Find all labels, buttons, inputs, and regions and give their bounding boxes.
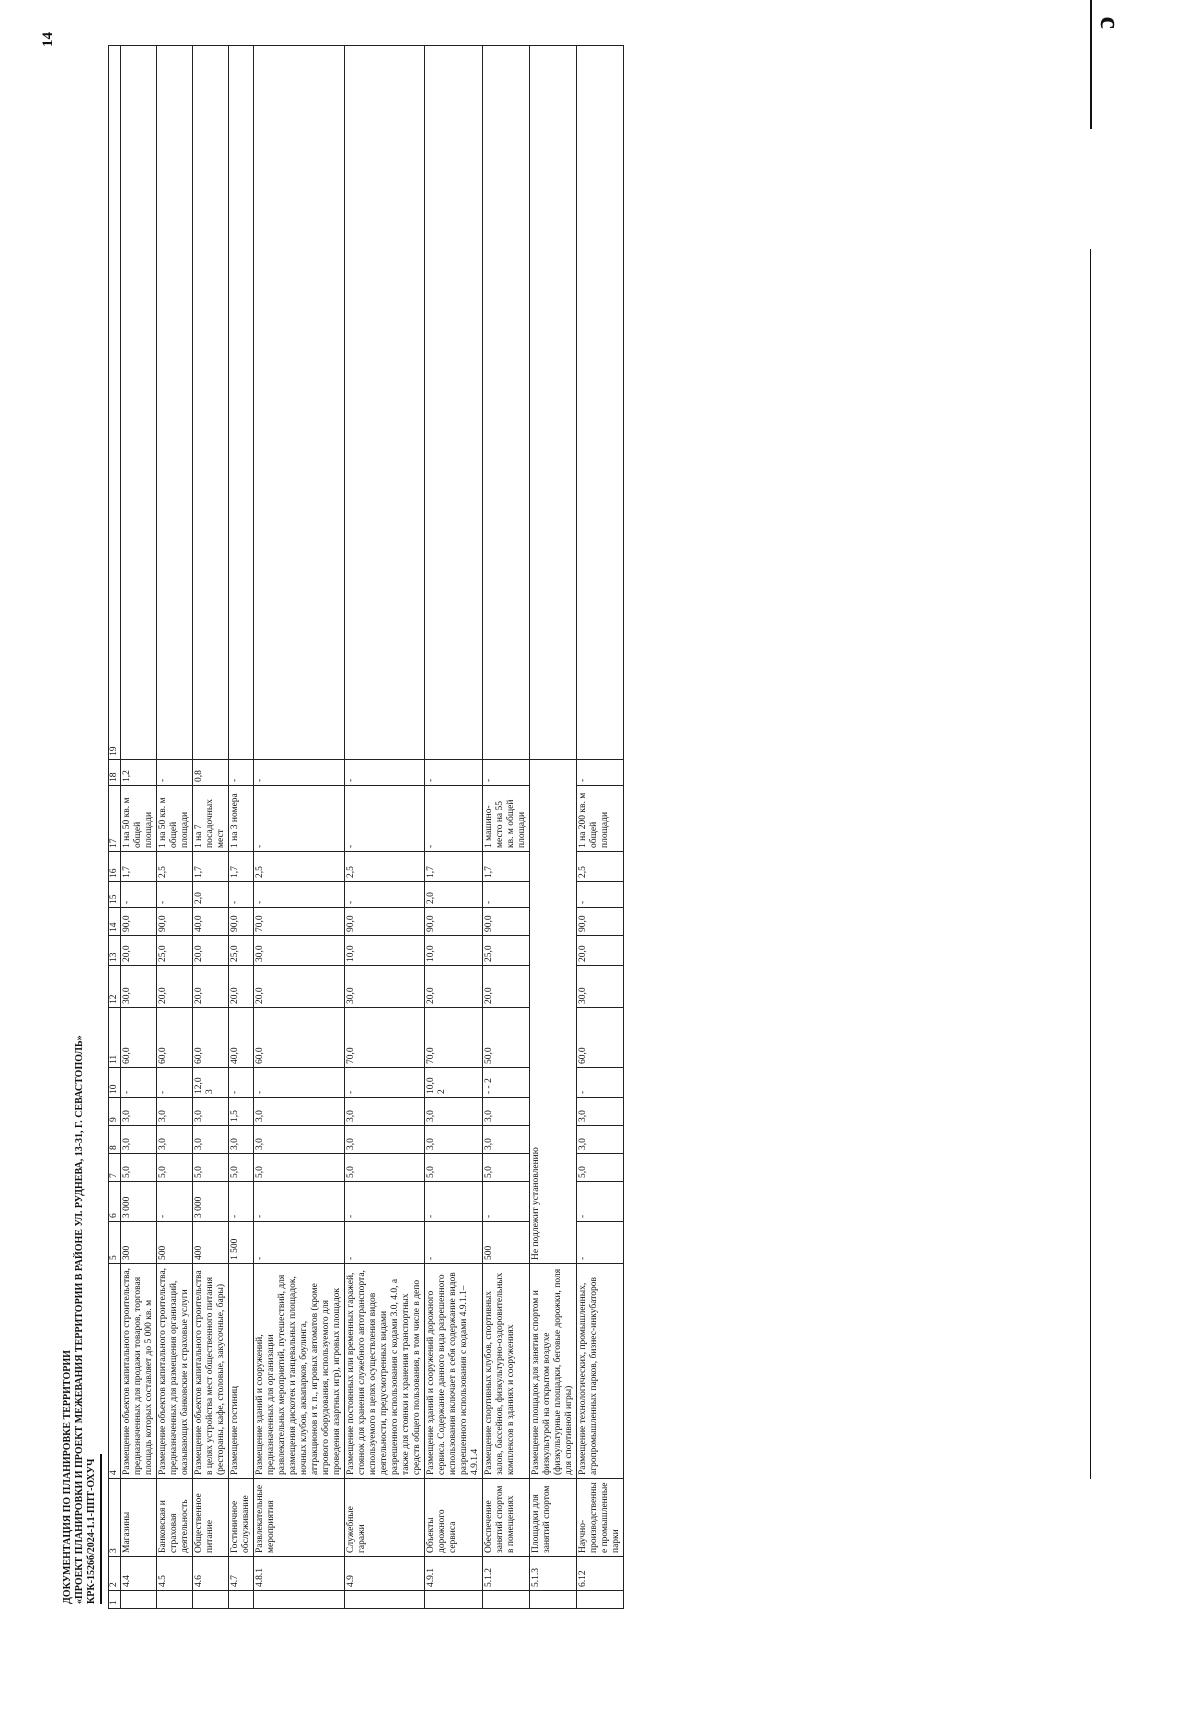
value-cell-col-10: 10,0 2 <box>425 1068 483 1098</box>
value-cell-col-9: 3,0 <box>254 1098 345 1126</box>
value-cell-col-6: - <box>345 1182 425 1222</box>
column-number-header: 18 <box>109 760 121 786</box>
value-cell-col-10: - <box>121 1068 157 1098</box>
value-cell-col-10: - <box>345 1068 425 1098</box>
value-cell-col-15: - <box>157 882 193 908</box>
regulations-table <box>108 45 624 1609</box>
column-number-header: 19 <box>109 46 121 760</box>
header-line-3: КРК-1526б/2024-1.1-ППТ-ОХУЧ <box>86 1458 97 1604</box>
value-cell-col-19 <box>193 46 229 760</box>
value-cell-col-7: 5,0 <box>121 1154 157 1182</box>
value-cell-col-13: 20,0 <box>193 936 229 966</box>
use-description-cell: Размещение зданий и сооружений, предназначенных для организации развлекательных мероприятий, путешествий, для размещения дискотек и танцевальных площадок, ночных клубов, аквапарков, боулинга, аттракционов и т. п., игровых автоматов (кроме игрового оборудования, используемого для проведения азартных игр), игровых площадок <box>254 1264 345 1479</box>
use-name-cell: Магазины <box>121 1479 157 1557</box>
value-cell-col-16: 1,7 <box>121 852 157 882</box>
value-cell-col-12: 30,0 <box>345 966 425 1008</box>
value-cell-col-18: - <box>577 760 624 786</box>
header-line-1: ДОКУМЕНТАЦИЯ ПО ПЛАНИРОВКЕ ТЕРРИТОРИИ <box>62 1350 73 1604</box>
value-cell-col-19 <box>425 46 483 760</box>
value-cell-col-17: 1 на 3 номера <box>229 786 254 852</box>
table-row <box>157 46 193 1609</box>
value-cell-col-13: 25,0 <box>483 936 530 966</box>
value-cell-col-15: - <box>254 882 345 908</box>
value-cell-col-7: 5,0 <box>254 1154 345 1182</box>
value-cell-col-12: 20,0 <box>483 966 530 1008</box>
value-cell-col-5: - <box>345 1222 425 1264</box>
value-cell-col-8: 3,0 <box>483 1126 530 1154</box>
column-number-header: 12 <box>109 966 121 1008</box>
scan-artifact-glyph: ɔ <box>1090 16 1121 29</box>
use-name-cell: Банковская и страховая деятельность <box>157 1479 193 1557</box>
row-index-cell <box>530 1591 577 1609</box>
column-number-header: 15 <box>109 882 121 908</box>
value-cell-col-14: 70,0 <box>254 908 345 936</box>
value-cell-col-8: 3,0 <box>577 1126 624 1154</box>
value-cell-col-13: 25,0 <box>157 936 193 966</box>
code-cell: 4.8.1 <box>254 1557 345 1591</box>
value-cell-col-18: - <box>483 760 530 786</box>
bottom-rule <box>1090 249 1091 1479</box>
value-cell-col-14: 40,0 <box>193 908 229 936</box>
value-cell-col-6: - <box>157 1182 193 1222</box>
value-cell-col-18: 0,8 <box>193 760 229 786</box>
column-number-header: 10 <box>109 1068 121 1098</box>
header-line-2: «ПРОЕКТ ПЛАНИРОВКИ И ПРОЕКТ МЕЖЕВАНИЯ ТЕРРИТОРИИ В РАЙОНЕ УЛ. РУДНЕВА, 13-31, Г. СЕВАСТОПОЛЬ» <box>74 1035 85 1604</box>
code-cell: 4.5 <box>157 1557 193 1591</box>
value-cell-col-8: 3,0 <box>254 1126 345 1154</box>
value-cell-col-15: - <box>345 882 425 908</box>
value-cell-col-5: - <box>254 1222 345 1264</box>
value-cell-col-19 <box>254 46 345 760</box>
value-cell-col-19 <box>577 46 624 760</box>
value-cell-col-15: - <box>483 882 530 908</box>
value-cell-col-11: 50,0 <box>483 1008 530 1068</box>
value-cell-col-19 <box>345 46 425 760</box>
row-index-cell <box>121 1591 157 1609</box>
table-row <box>345 46 425 1609</box>
value-cell-col-13: 30,0 <box>254 936 345 966</box>
not-established-cell: Не подлежит установлению <box>530 760 577 1264</box>
value-cell-col-17: - <box>345 786 425 852</box>
value-cell-col-17: - <box>254 786 345 852</box>
column-number-header: 6 <box>109 1182 121 1222</box>
value-cell-col-16: 2,5 <box>577 852 624 882</box>
row-index-cell <box>345 1591 425 1609</box>
value-cell-col-12: 20,0 <box>193 966 229 1008</box>
value-cell-col-14: 90,0 <box>345 908 425 936</box>
use-name-cell: Общественное питание <box>193 1479 229 1557</box>
table-row <box>530 46 577 1609</box>
use-description-cell: Размещение площадок для занятия спортом и физкультурой на открытом воздухе (физкультурные площадки, беговые дорожки, поля для спортивной игры) <box>530 1264 577 1479</box>
value-cell-col-7: 5,0 <box>483 1154 530 1182</box>
table-header-row <box>109 46 121 1609</box>
value-cell-col-16: 1,7 <box>229 852 254 882</box>
value-cell-col-11: 60,0 <box>121 1008 157 1068</box>
value-cell-col-8: 3,0 <box>229 1126 254 1154</box>
value-cell-col-9: 3,0 <box>425 1098 483 1126</box>
value-cell-col-12: 30,0 <box>577 966 624 1008</box>
value-cell-col-15: - <box>121 882 157 908</box>
value-cell-col-5: - <box>425 1222 483 1264</box>
row-index-cell <box>193 1591 229 1609</box>
value-cell-col-7: 5,0 <box>577 1154 624 1182</box>
table-row <box>229 46 254 1609</box>
use-description-cell: Размещение объектов капитального строительства, предназначенных для продажи товаров, торговая площадь которых составляет до 5 000 кв. м <box>121 1264 157 1479</box>
value-cell-col-14: 90,0 <box>577 908 624 936</box>
value-cell-col-11: 60,0 <box>157 1008 193 1068</box>
value-cell-col-17: 1 на 7 посадочных мест <box>193 786 229 852</box>
value-cell-col-14: 90,0 <box>425 908 483 936</box>
use-name-cell: Гостиничное обслуживание <box>229 1479 254 1557</box>
use-name-cell: Обеспечение занятий спортом в помещениях <box>483 1479 530 1557</box>
value-cell-col-7: 5,0 <box>229 1154 254 1182</box>
value-cell-col-5: 500 <box>483 1222 530 1264</box>
value-cell-col-6: - <box>254 1182 345 1222</box>
use-name-cell: Площадки для занятий спортом <box>530 1479 577 1557</box>
column-number-header: 13 <box>109 936 121 966</box>
row-index-cell <box>577 1591 624 1609</box>
value-cell-col-7: 5,0 <box>345 1154 425 1182</box>
value-cell-col-11: 40,0 <box>229 1008 254 1068</box>
value-cell-col-12: 20,0 <box>229 966 254 1008</box>
code-cell: 6.12 <box>577 1557 624 1591</box>
value-cell-col-17: 1 машино-место на 55 кв. м общей площади <box>483 786 530 852</box>
value-cell-col-9: 3,0 <box>193 1098 229 1126</box>
value-cell-col-6: - <box>229 1182 254 1222</box>
value-cell-col-15: - <box>577 882 624 908</box>
value-cell-col-9: 3,0 <box>345 1098 425 1126</box>
value-cell-col-5: 400 <box>193 1222 229 1264</box>
table-row <box>193 46 229 1609</box>
code-cell: 4.9.1 <box>425 1557 483 1591</box>
empty-cell <box>530 46 577 760</box>
use-description-cell: Размещение объектов капитального строительства, предназначенных для размещения организаций, оказывающих банковские и страховые услуги <box>157 1264 193 1479</box>
value-cell-col-10: - <box>229 1068 254 1098</box>
row-index-cell <box>157 1591 193 1609</box>
value-cell-col-11: 70,0 <box>425 1008 483 1068</box>
value-cell-col-8: 3,0 <box>345 1126 425 1154</box>
value-cell-col-18: - <box>229 760 254 786</box>
value-cell-col-18: - <box>345 760 425 786</box>
value-cell-col-9: 1,5 <box>229 1098 254 1126</box>
value-cell-col-15: 2,0 <box>193 882 229 908</box>
code-cell: 4.6 <box>193 1557 229 1591</box>
value-cell-col-10: - <box>157 1068 193 1098</box>
value-cell-col-17: 1 на 200 кв. м общей площади <box>577 786 624 852</box>
value-cell-col-14: 90,0 <box>157 908 193 936</box>
use-name-cell: Служебные гаражи <box>345 1479 425 1557</box>
value-cell-col-14: 90,0 <box>483 908 530 936</box>
value-cell-col-5: 1 500 <box>229 1222 254 1264</box>
value-cell-col-17: 1 на 50 кв. м общей площади <box>157 786 193 852</box>
code-cell: 4.9 <box>345 1557 425 1591</box>
value-cell-col-13: 10,0 <box>345 936 425 966</box>
value-cell-col-12: 20,0 <box>157 966 193 1008</box>
use-description-cell: Размещение зданий и сооружений дорожного сервиса. Содержание данного вида разрешенного использования включает в себя содержание видов разрешенного использования с кодами 4.9.1.1–4.9.1.4 <box>425 1264 483 1479</box>
value-cell-col-12: 20,0 <box>425 966 483 1008</box>
value-cell-col-6: - <box>483 1182 530 1222</box>
value-cell-col-18: - <box>157 760 193 786</box>
value-cell-col-6: - <box>425 1182 483 1222</box>
row-index-cell <box>425 1591 483 1609</box>
value-cell-col-16: 1,7 <box>425 852 483 882</box>
use-description-cell: Размещение гостиниц <box>229 1264 254 1479</box>
table-row <box>425 46 483 1609</box>
column-number-header: 9 <box>109 1098 121 1126</box>
value-cell-col-11: 60,0 <box>193 1008 229 1068</box>
value-cell-col-11: 70,0 <box>345 1008 425 1068</box>
code-cell: 4.4 <box>121 1557 157 1591</box>
use-name-cell: Научно-производственные промышленные парки <box>577 1479 624 1557</box>
value-cell-col-8: 3,0 <box>425 1126 483 1154</box>
value-cell-col-18: - <box>254 760 345 786</box>
value-cell-col-14: 90,0 <box>229 908 254 936</box>
value-cell-col-13: 10,0 <box>425 936 483 966</box>
row-index-cell <box>254 1591 345 1609</box>
value-cell-col-18: - <box>425 760 483 786</box>
table-row <box>483 46 530 1609</box>
value-cell-col-6: 3 000 <box>193 1182 229 1222</box>
value-cell-col-9: 3,0 <box>577 1098 624 1126</box>
code-cell: 5.1.2 <box>483 1557 530 1591</box>
column-number-header: 14 <box>109 908 121 936</box>
column-number-header: 1 <box>109 1591 121 1609</box>
column-number-header: 5 <box>109 1222 121 1264</box>
use-description-cell: Размещение технологических, промышленных, агропромышленных парков, бизнес-инкубаторов <box>577 1264 624 1479</box>
column-number-header: 3 <box>109 1479 121 1557</box>
value-cell-col-18: 1,2 <box>121 760 157 786</box>
value-cell-col-7: 5,0 <box>193 1154 229 1182</box>
value-cell-col-19 <box>229 46 254 760</box>
use-name-cell: Развлекательные мероприятия <box>254 1479 345 1557</box>
document-header <box>62 1035 98 1604</box>
value-cell-col-5: 300 <box>121 1222 157 1264</box>
column-number-header: 11 <box>109 1008 121 1068</box>
header-underline <box>100 1454 102 1604</box>
use-name-cell: Объекты дорожного сервиса <box>425 1479 483 1557</box>
value-cell-col-6: 3 000 <box>121 1182 157 1222</box>
value-cell-col-10: 12,0 3 <box>193 1068 229 1098</box>
value-cell-col-15: 2,0 <box>425 882 483 908</box>
value-cell-col-15: - <box>229 882 254 908</box>
value-cell-col-14: 90,0 <box>121 908 157 936</box>
value-cell-col-9: 3,0 <box>121 1098 157 1126</box>
code-cell: 5.1.3 <box>530 1557 577 1591</box>
value-cell-col-13: 25,0 <box>229 936 254 966</box>
value-cell-col-16: 2,5 <box>157 852 193 882</box>
table-row <box>254 46 345 1609</box>
value-cell-col-5: 500 <box>157 1222 193 1264</box>
value-cell-col-10: - <box>577 1068 624 1098</box>
value-cell-col-16: 1,7 <box>483 852 530 882</box>
table-row <box>121 46 157 1609</box>
value-cell-col-10: - - 2 <box>483 1068 530 1098</box>
value-cell-col-16: 2,5 <box>345 852 425 882</box>
value-cell-col-10: - <box>254 1068 345 1098</box>
row-index-cell <box>229 1591 254 1609</box>
column-number-header: 2 <box>109 1557 121 1591</box>
value-cell-col-13: 20,0 <box>577 936 624 966</box>
value-cell-col-8: 3,0 <box>121 1126 157 1154</box>
code-cell: 4.7 <box>229 1557 254 1591</box>
value-cell-col-6: - <box>577 1182 624 1222</box>
value-cell-col-8: 3,0 <box>193 1126 229 1154</box>
value-cell-col-11: 60,0 <box>577 1008 624 1068</box>
value-cell-col-16: 1,7 <box>193 852 229 882</box>
use-description-cell: Размещение постоянных или временных гаражей, стоянок для хранения служебного автотранспорта, используемого в целях осуществления видов деятельности, предусмотренных видами разрешенного использования с кодами 3.0, 4.0, а также для стоянки и хранения транспортных средств общего пользования, в том числе в депо <box>345 1264 425 1479</box>
value-cell-col-17: 1 на 50 кв. м общей площади <box>121 786 157 852</box>
value-cell-col-16: 2,5 <box>254 852 345 882</box>
value-cell-col-9: 3,0 <box>483 1098 530 1126</box>
value-cell-col-19 <box>157 46 193 760</box>
use-description-cell: Размещение объектов капитального строительства в целях устройства мест общественного питания (рестораны, кафе, столовые, закусочные, бары) <box>193 1264 229 1479</box>
value-cell-col-12: 20,0 <box>254 966 345 1008</box>
value-cell-col-19 <box>121 46 157 760</box>
value-cell-col-13: 20,0 <box>121 936 157 966</box>
column-number-header: 16 <box>109 852 121 882</box>
page-number: 14 <box>40 32 56 47</box>
value-cell-col-9: 3,0 <box>157 1098 193 1126</box>
column-number-header: 17 <box>109 786 121 852</box>
value-cell-col-7: 5,0 <box>425 1154 483 1182</box>
value-cell-col-12: 30,0 <box>121 966 157 1008</box>
value-cell-col-11: 60,0 <box>254 1008 345 1068</box>
value-cell-col-5: - <box>577 1222 624 1264</box>
table-row <box>577 46 624 1609</box>
column-number-header: 4 <box>109 1264 121 1479</box>
value-cell-col-19 <box>483 46 530 760</box>
value-cell-col-17: - <box>425 786 483 852</box>
row-index-cell <box>483 1591 530 1609</box>
value-cell-col-7: 5,0 <box>157 1154 193 1182</box>
column-number-header: 7 <box>109 1154 121 1182</box>
use-description-cell: Размещение спортивных клубов, спортивных залов, бассейнов, физкультурно-оздоровительных комплексов в зданиях и сооружениях <box>483 1264 530 1479</box>
column-number-header: 8 <box>109 1126 121 1154</box>
value-cell-col-8: 3,0 <box>157 1126 193 1154</box>
